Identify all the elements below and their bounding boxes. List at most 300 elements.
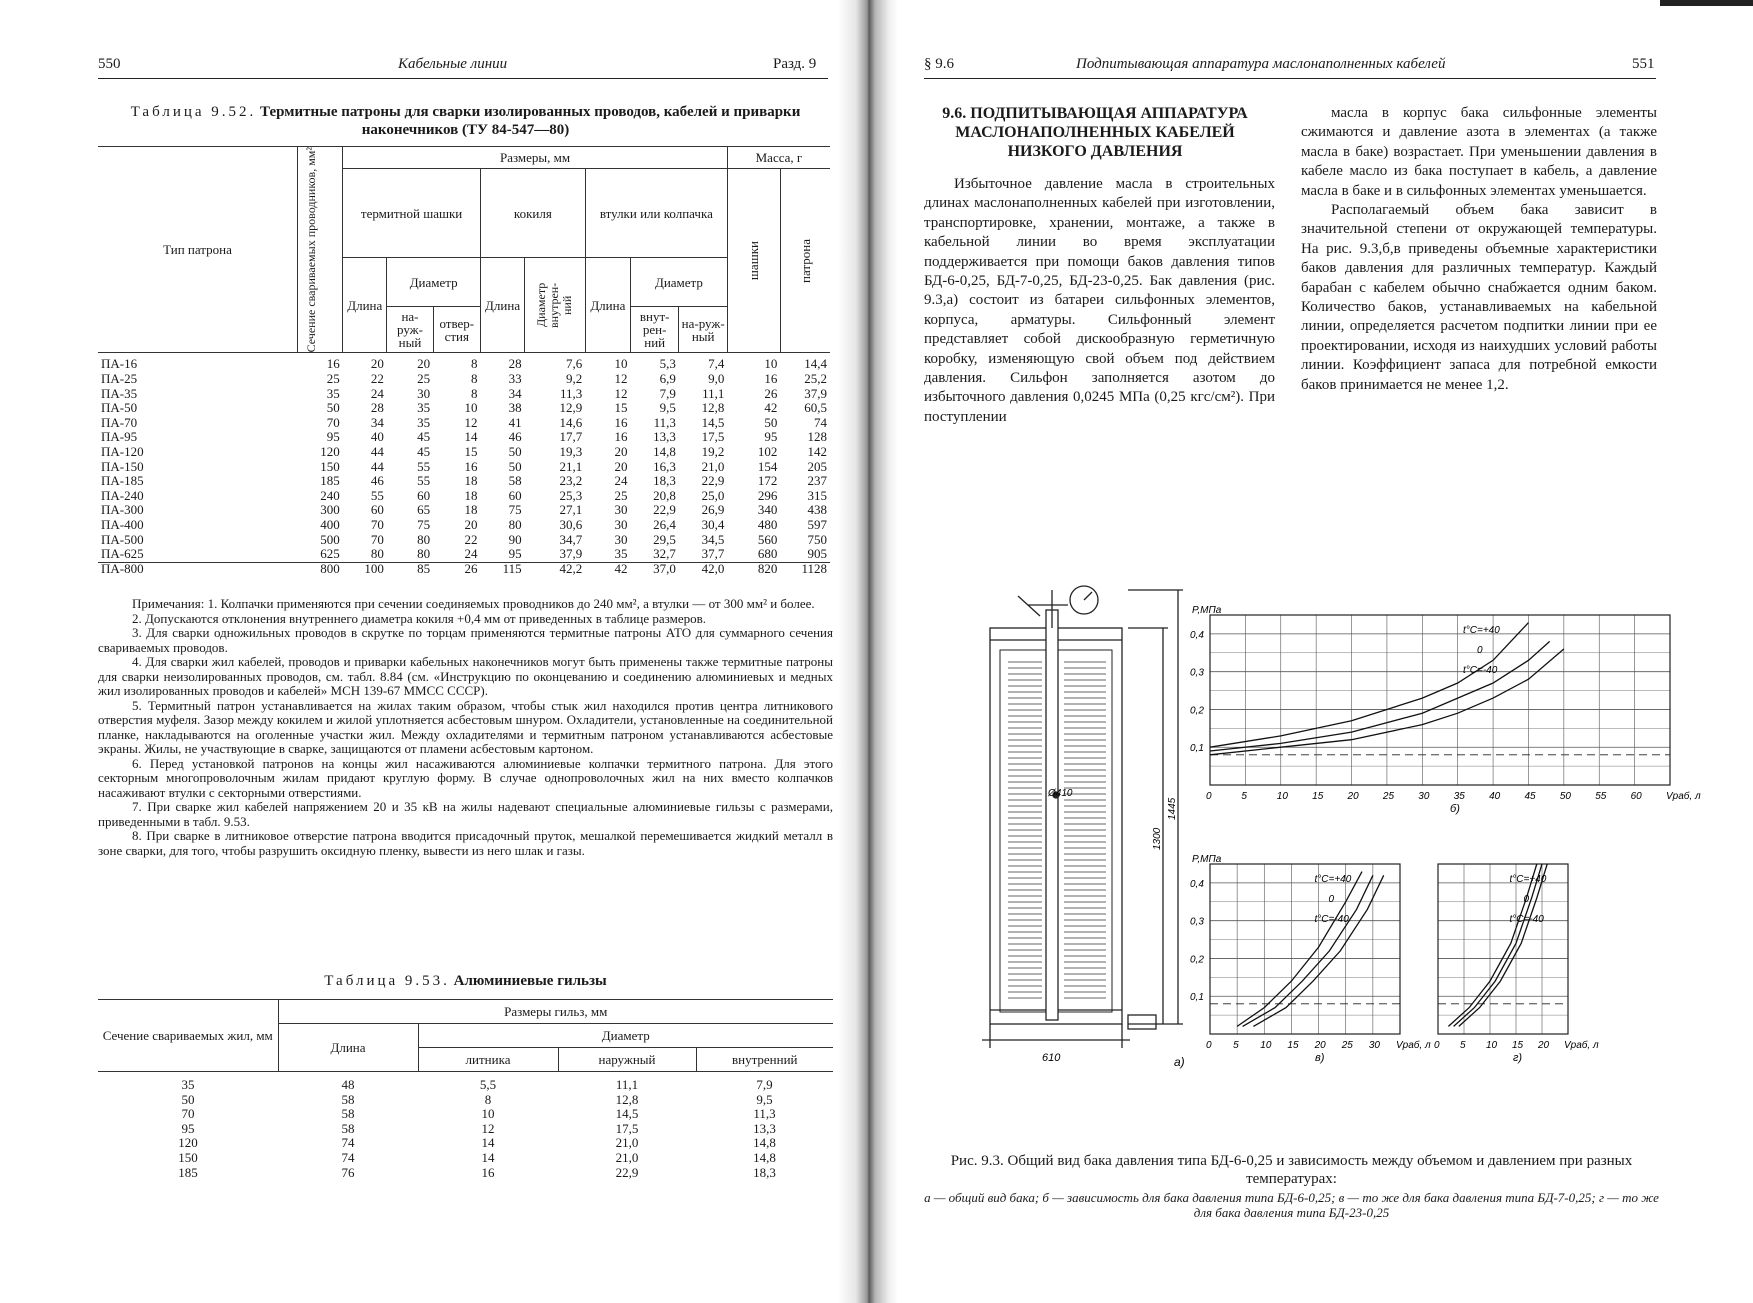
table-row <box>98 401 830 416</box>
table-cell: 14,8 <box>753 1149 776 1165</box>
table-cell: 28 <box>508 356 522 372</box>
y-tick-label: 0,1 <box>1190 743 1204 755</box>
table-cell: 26,4 <box>653 516 676 532</box>
table-cell: 16 <box>326 356 340 372</box>
y-tick-label: 0,4 <box>1190 878 1204 890</box>
table-cell: 37,9 <box>559 546 583 562</box>
table-cell: 12 <box>464 414 478 430</box>
table-cell: 5,5 <box>479 1077 497 1092</box>
table-cell: 32,7 <box>653 546 676 562</box>
table-cell: 11,1 <box>615 1077 639 1092</box>
cell-type: ПА-800 <box>101 560 144 576</box>
table-cell: 21,0 <box>615 1135 639 1151</box>
table-cell: 8 <box>471 356 478 372</box>
curve-label: 0 <box>1477 645 1483 656</box>
y-tick-label: 0,3 <box>1190 916 1204 928</box>
table-cell: 22 <box>464 531 478 547</box>
table-cell: 58 <box>341 1120 355 1136</box>
x-tick-label: 20 <box>1314 1040 1326 1051</box>
table-cell: 13,3 <box>753 1120 776 1136</box>
table-cell: 7,4 <box>708 356 725 372</box>
x-tick-label: 15 <box>1512 1040 1524 1051</box>
table-cell: 340 <box>757 502 778 518</box>
table-cell: 185 <box>178 1164 198 1180</box>
table-cell: 74 <box>341 1149 355 1165</box>
section-number: § 9.6 <box>924 56 954 72</box>
table-cell: 70 <box>370 516 384 532</box>
table-cell: 48 <box>341 1077 355 1092</box>
col-section: Сечение свариваемых проводников, мм² <box>298 147 343 353</box>
cell-type: ПА-50 <box>101 400 138 416</box>
table-cell: 12,8 <box>701 400 725 416</box>
curve-label: 0 <box>1523 894 1530 905</box>
col-kokil-inner: Диаметр внутрен-ний <box>525 258 586 353</box>
table-cell: 37,9 <box>804 385 827 401</box>
table-cell: 12,8 <box>615 1091 639 1107</box>
table-row <box>98 430 830 445</box>
table-cell: 20 <box>614 458 628 474</box>
paragraph: Избыточное давление масла в строительных длинах маслонаполненных кабелей при изготовлении, транспортировке, хранении, монтаже, а также в кабельной линии во время эксплуатации поддерживается при помощи баков давления типов БД-6-0,25, БД-7-0,25, БД-23-0,25. Бак давления (рис. 9.3,а) состоит из батареи сильфонных элементов, корпуса, арматуры. Сильфонный элемент представляет собой дискообразную герметичную коробку, изменяющую свой объем под действием давления. Сильфон заполняется азотом до избыточного давления 0,0245 МПа (0,25 кгс/см²). При поступлении <box>924 176 1275 425</box>
table-cell: 37,7 <box>701 546 725 562</box>
table-row <box>98 533 830 548</box>
table-cell: 80 <box>370 546 384 562</box>
table-cell: 500 <box>320 531 340 547</box>
table-cell: 315 <box>807 487 827 503</box>
table-cell: 50 <box>326 400 340 416</box>
table-cell: 480 <box>757 516 778 532</box>
caption-sub: а — общий вид бака; б — зависимость для бака давления типа БД-6-0,25; в — то же для бака давления типа БД-7-0,25; г — то же для бака давления типа БД-23-0,25 <box>924 1190 1659 1220</box>
page-number: 551 <box>1632 56 1655 72</box>
note-item: 3. Для сварки одножильных проводов в скрутке по торцам применяются термитные патроны АТО для суммарного сечения свариваемых проводов. <box>98 625 833 655</box>
table-row <box>98 474 830 489</box>
table-cell: 25,3 <box>559 487 583 503</box>
table-cell: 30,6 <box>559 516 583 532</box>
table-9-53 <box>98 999 833 1180</box>
table-cell: 1128 <box>801 560 827 576</box>
table-cell: 70 <box>370 531 384 547</box>
col-kokil: кокиля <box>481 169 586 258</box>
table-cell: 8 <box>484 1091 492 1107</box>
curve-label: t°C=-40 <box>1463 665 1498 676</box>
table-cell: 10 <box>614 356 628 372</box>
table-cell: 38 <box>508 400 522 416</box>
table-cell: 154 <box>757 458 778 474</box>
x-tick-label: 45 <box>1524 791 1536 802</box>
col-outer: наружный <box>558 1048 696 1072</box>
table-row <box>98 445 830 460</box>
table-row <box>98 1093 833 1108</box>
x-tick-label: 25 <box>1341 1040 1353 1051</box>
header-rule <box>98 78 828 79</box>
table-cell: 35 <box>614 546 628 562</box>
table-cell: 21,0 <box>701 458 725 474</box>
table-cell: 50 <box>764 414 778 430</box>
x-tick-label: 0 <box>1206 791 1212 802</box>
table-cell: 820 <box>757 560 778 576</box>
table-row <box>98 503 830 518</box>
col-thermit-hole: отвер-стия <box>433 307 480 353</box>
table-cell: 16 <box>614 429 628 445</box>
table-cell: 55 <box>417 473 431 489</box>
table-cell: 14 <box>464 429 478 445</box>
cell-type: ПА-70 <box>101 414 138 430</box>
col-section: Сечение свариваемых жил, мм <box>98 1000 278 1072</box>
table-cell: 237 <box>807 473 827 489</box>
table-cell: 42,0 <box>701 560 725 576</box>
table-cell: 12 <box>614 385 628 401</box>
table-row <box>98 353 830 372</box>
table-row <box>98 1166 833 1181</box>
table-cell: 102 <box>757 443 778 459</box>
table-cell: 30 <box>614 502 628 518</box>
y-tick-label: 0,3 <box>1190 667 1204 679</box>
col-kokil-length: Длина <box>481 258 525 353</box>
table-cell: 24 <box>614 473 628 489</box>
panel-label: б) <box>1450 803 1460 815</box>
table-cell: 750 <box>807 531 827 547</box>
table-cell: 16 <box>481 1164 495 1180</box>
table-cell: 625 <box>320 546 340 562</box>
table-cell: 205 <box>807 458 827 474</box>
table-cell: 22,9 <box>615 1164 639 1180</box>
dim-width: 610 <box>1042 1052 1061 1064</box>
table-row <box>98 372 830 387</box>
table-cell: 22,9 <box>701 473 725 489</box>
curve-label: t°C=-40 <box>1509 914 1544 925</box>
left-page <box>0 0 868 1303</box>
dim-height-1300: 1300 <box>1152 827 1163 850</box>
plot-frame <box>1210 864 1400 1034</box>
series-line <box>1237 872 1362 1027</box>
table-row <box>98 1151 833 1166</box>
x-tick-label: 20 <box>1538 1040 1550 1051</box>
curve-label: 0 <box>1328 894 1335 905</box>
x-tick-label: 15 <box>1287 1040 1299 1051</box>
text-column-2 <box>1301 104 1657 395</box>
plot-frame <box>1438 864 1568 1034</box>
table-cell: 28 <box>370 400 384 416</box>
table-cell: 15 <box>464 443 478 459</box>
curve-label: t°C=+40 <box>1463 625 1500 636</box>
table-cell: 240 <box>320 487 340 503</box>
table-cell: 9,5 <box>756 1091 773 1107</box>
table-cell: 44 <box>370 443 384 459</box>
table-cell: 14,8 <box>653 443 676 459</box>
table-cell: 18,3 <box>753 1164 776 1180</box>
table-cell: 14,5 <box>701 414 725 430</box>
x-axis-label: Vраб, л <box>1564 1040 1599 1051</box>
table-cell: 300 <box>320 502 340 518</box>
cell-type: ПА-625 <box>101 546 144 562</box>
table-cell: 27,1 <box>559 502 583 518</box>
table-cell: 172 <box>757 473 778 489</box>
table-cell: 15 <box>614 400 628 416</box>
table-cell: 95 <box>508 546 522 562</box>
x-tick-label: 10 <box>1276 791 1288 802</box>
table-cell: 17,5 <box>701 429 725 445</box>
table-cell: 24 <box>370 385 384 401</box>
col-inner: внутренний <box>696 1048 833 1072</box>
x-axis-label: Vраб, л <box>1396 1040 1431 1051</box>
y-axis-label: P,МПа <box>1192 854 1222 865</box>
table-cell: 60 <box>417 487 431 503</box>
col-sizes: Размеры, мм <box>343 147 728 169</box>
table-cell: 800 <box>320 560 340 576</box>
table-cell: 50 <box>181 1091 195 1107</box>
col-litnik: литника <box>418 1048 558 1072</box>
table-cell: 30 <box>614 531 628 547</box>
col-length: Длина <box>278 1024 418 1072</box>
table-cell: 75 <box>508 502 522 518</box>
table-cell: 60,5 <box>804 400 827 416</box>
table-cell: 35 <box>417 414 431 430</box>
table-cell: 25,0 <box>701 487 725 503</box>
x-tick-label: 5 <box>1241 791 1247 802</box>
table-cell: 80 <box>508 516 522 532</box>
table-cell: 19,2 <box>701 443 725 459</box>
x-tick-label: 50 <box>1559 791 1571 802</box>
table-cell: 120 <box>320 443 340 459</box>
table-cell: 60 <box>370 502 384 518</box>
x-tick-label: 20 <box>1347 791 1359 802</box>
table-cell: 18,3 <box>653 473 676 489</box>
table-row <box>98 489 830 504</box>
table-cell: 75 <box>417 516 431 532</box>
table-cell: 45 <box>417 429 431 445</box>
table-row <box>98 547 830 562</box>
table-cell: 41 <box>508 414 522 430</box>
x-tick-label: 35 <box>1453 791 1465 802</box>
table-cell: 14,8 <box>753 1135 776 1151</box>
chart-v <box>1190 854 1431 1064</box>
table-cell: 76 <box>341 1164 355 1180</box>
x-tick-label: 15 <box>1312 791 1324 802</box>
table-cell: 150 <box>178 1149 198 1165</box>
cell-type: ПА-120 <box>101 443 144 459</box>
table-cell: 25 <box>614 487 628 503</box>
table-cell: 18 <box>464 473 478 489</box>
panel-label: г) <box>1513 1052 1523 1064</box>
table-cell: 20 <box>417 356 431 372</box>
table-cell: 17,5 <box>615 1120 639 1136</box>
x-tick-label: 5 <box>1460 1040 1466 1051</box>
table-cell: 26 <box>464 560 478 576</box>
table-9-52-caption <box>98 103 833 139</box>
table-row <box>98 562 830 577</box>
table-cell: 19,3 <box>559 443 583 459</box>
table-row <box>98 518 830 533</box>
table-cell: 20 <box>464 516 478 532</box>
cell-type: ПА-300 <box>101 502 144 518</box>
table-cell: 438 <box>807 502 827 518</box>
table-cell: 6,9 <box>659 370 676 386</box>
table-cell: 35 <box>326 385 340 401</box>
running-title: Подпитывающая аппаратура маслонаполненных кабелей <box>1076 56 1446 72</box>
table-cell: 90 <box>508 531 522 547</box>
running-title: Кабельные линии <box>398 56 508 72</box>
col-mass: Масса, г <box>727 147 830 169</box>
y-tick-label: 0,2 <box>1190 705 1204 717</box>
table-cell: 80 <box>417 531 431 547</box>
table-cell: 21,1 <box>559 458 583 474</box>
table-cell: 44 <box>370 458 384 474</box>
y-tick-label: 0,1 <box>1190 992 1204 1004</box>
chart-b <box>1190 605 1701 815</box>
table-label: Таблица 9.53. <box>324 973 450 989</box>
col-thermit-outer: на-руж-ный <box>387 307 433 353</box>
table-cell: 11,3 <box>753 1106 776 1122</box>
col-sleeve-inner: внут-рен-ний <box>630 307 678 353</box>
table-cell: 12 <box>481 1120 495 1136</box>
table-cell: 16 <box>614 414 628 430</box>
x-tick-label: 30 <box>1368 1040 1380 1051</box>
table-cell: 20 <box>614 443 628 459</box>
dim-height-1445: 1445 <box>1167 797 1178 820</box>
table-cell: 400 <box>320 516 340 532</box>
curve-label: t°C=+40 <box>1314 874 1352 885</box>
table-cell: 120 <box>178 1135 198 1151</box>
table-cell: 7,6 <box>566 356 583 372</box>
table-cell: 11,3 <box>653 414 676 430</box>
table-cell: 45 <box>417 443 431 459</box>
col-type: Тип патрона <box>98 147 298 353</box>
table-cell: 9,5 <box>659 400 676 416</box>
table-cell: 11,3 <box>559 385 583 401</box>
table-cell: 95 <box>181 1120 195 1136</box>
cell-type: ПА-150 <box>101 458 144 474</box>
table-cell: 25,2 <box>804 370 827 386</box>
paragraph: масла в корпус бака сильфонные элементы сжимаются и давление азота в элементах (а также масла в баке) возрастает. При уменьшении давления в кабеле масло из бака поступает в кабель, а давление масла в баке и в сильфонных элементах уменьшается. <box>1301 105 1657 199</box>
table-cell: 905 <box>807 546 827 562</box>
table-cell: 9,2 <box>566 370 583 386</box>
col-thermit: термитной шашки <box>343 169 481 258</box>
cell-type: ПА-500 <box>101 531 144 547</box>
table-row <box>98 387 830 402</box>
figure-9-3 <box>978 570 1701 1140</box>
tank-drawing <box>982 586 1183 1048</box>
text-column-1 <box>924 175 1275 427</box>
cell-type: ПА-25 <box>101 370 138 386</box>
x-tick-label: 0 <box>1434 1040 1440 1051</box>
table-cell: 20,8 <box>653 487 676 503</box>
table-cell: 50 <box>508 458 522 474</box>
table-cell: 85 <box>417 560 431 576</box>
col-sleeve-outer: на-руж-ный <box>679 307 727 353</box>
x-tick-label: 60 <box>1630 791 1642 802</box>
table-cell: 10 <box>481 1106 495 1122</box>
table-cell: 14 <box>481 1149 495 1165</box>
table-cell: 18 <box>464 502 478 518</box>
table-cell: 16 <box>764 370 778 386</box>
table-row <box>98 460 830 475</box>
table-cell: 20 <box>370 356 384 372</box>
cell-type: ПА-400 <box>101 516 144 532</box>
col-thermit-length: Длина <box>343 258 387 353</box>
x-tick-label: 10 <box>1486 1040 1498 1051</box>
table-cell: 37,0 <box>653 560 676 576</box>
table-cell: 150 <box>320 458 340 474</box>
col-mass-shashki: шашки <box>727 169 780 353</box>
table-cell: 74 <box>814 414 827 430</box>
table-cell: 26,9 <box>701 502 725 518</box>
table-cell: 142 <box>807 443 827 459</box>
table-cell: 296 <box>757 487 778 503</box>
series-line <box>1448 864 1536 1026</box>
figure-caption <box>924 1152 1659 1220</box>
table-cell: 50 <box>508 443 522 459</box>
table-cell: 58 <box>341 1106 355 1122</box>
table-cell: 42,2 <box>559 560 583 576</box>
table-9-53-caption <box>98 972 833 990</box>
table-cell: 128 <box>807 429 827 445</box>
col-sleeve: втулки или колпачка <box>585 169 727 258</box>
note-item: Примечания: 1. Колпачки применяются при сечении соединяемых проводников до 240 мм², а втулки — от 300 мм² и более. <box>132 596 815 611</box>
table-cell: 14,5 <box>615 1106 639 1122</box>
panel-label: в) <box>1315 1052 1325 1064</box>
table-title: Термитные патроны для сварки изолированных проводов, кабелей и приварки наконечников (ТУ 84-547—80) <box>260 104 801 138</box>
table-cell: 35 <box>181 1077 195 1092</box>
x-tick-label: 10 <box>1260 1040 1272 1051</box>
table-cell: 29,5 <box>653 531 676 547</box>
col-mass-patrona: патрона <box>780 169 830 353</box>
table-cell: 17,7 <box>559 429 583 445</box>
table-cell: 13,3 <box>653 429 676 445</box>
table-cell: 42 <box>764 400 778 416</box>
table-cell: 100 <box>364 560 384 576</box>
table-cell: 25 <box>326 370 340 386</box>
table-cell: 70 <box>181 1106 195 1122</box>
table-cell: 34 <box>370 414 384 430</box>
panel-label-a: а) <box>1174 1055 1185 1069</box>
table-row <box>98 1122 833 1137</box>
section-title: 9.6. ПОДПИТЫВАЮЩАЯ АППАРАТУРА МАСЛОНАПОЛНЕННЫХ КАБЕЛЕЙ НИЗКОГО ДАВЛЕНИЯ <box>942 105 1248 160</box>
table-cell: 33 <box>508 370 522 386</box>
table-cell: 115 <box>502 560 522 576</box>
table-cell: 12,9 <box>559 400 583 416</box>
table-cell: 14,6 <box>559 414 583 430</box>
table-cell: 95 <box>326 429 340 445</box>
series-line <box>1210 641 1550 751</box>
table-cell: 58 <box>341 1091 355 1107</box>
table-cell: 10 <box>764 356 778 372</box>
table-row <box>98 416 830 431</box>
note-item: 5. Термитный патрон устанавливается на жилах таким образом, чтобы стык жил находился против центра литникового отверстия муфеля. Зазор между кокилем и жилой уплотняется асбестовым шнуром. Охладители, установленные на соединительной планке, накладываются на оголенные участки жил. Между охладителями и термитным патроном устанавливаются асбестовые экраны. Жилы, не участвующие в сварке, защищаются от пламени асбестовым картоном. <box>98 697 833 756</box>
curve-label: t°C=+40 <box>1509 874 1547 885</box>
cell-type: ПА-185 <box>101 473 144 489</box>
table-cell: 185 <box>320 473 340 489</box>
table-cell: 14 <box>481 1135 495 1151</box>
dim-diameter: Ø410 <box>1048 788 1073 799</box>
table-title: Алюминиевые гильзы <box>453 973 607 989</box>
x-axis-label: Vраб, л <box>1666 791 1701 802</box>
table-cell: 7,9 <box>659 385 676 401</box>
table-cell: 11,1 <box>702 385 725 401</box>
col-sleeve-length: Длина <box>585 258 630 353</box>
table-cell: 5,3 <box>659 356 676 372</box>
paragraph: Располагаемый объем бака зависит в значительной степени от окружающей температуры. На рис. 9.3,б,в приведены объемные характеристики баков давления для различных температур. Каждый барабан с кабелем обычно снабжается одним баком. Количество баков, устанавливаемых на кабельной линии, определяется расчетом подпитки линии при ее проектировании, исходя из наихудших условий работы линии. Коэффициент запаса для потребной емкости баков принимается не менее 1,2. <box>1301 202 1657 393</box>
table-row <box>98 1072 833 1093</box>
cell-type: ПА-16 <box>101 356 138 372</box>
note-item: 8. При сварке в литниковое отверстие патрона вводится присадочный пруток, мешалкой перемешивается жидкий металл в зоне сварки, для того, чтобы разрушить оксидную пленку, вывести из него шлак и газы. <box>98 828 833 858</box>
page-number: 550 <box>98 56 121 72</box>
table-cell: 22 <box>370 370 384 386</box>
table-cell: 8 <box>471 370 478 386</box>
y-axis-label: P,МПа <box>1192 605 1222 616</box>
table-cell: 9,0 <box>708 370 725 386</box>
table-cell: 70 <box>326 414 340 430</box>
table-cell: 42 <box>614 560 628 576</box>
note-item: 4. Для сварки жил кабелей, проводов и приварки кабельных наконечников могут быть применены также термитные патроны для сварки неизолированных проводов, см. табл. 8.84 (см. «Инструкцию по оконцеванию и соединению алюминиевых и медных жил изолированных проводов и кабелей» МСН 139-67 ММСС СССР). <box>98 654 833 698</box>
